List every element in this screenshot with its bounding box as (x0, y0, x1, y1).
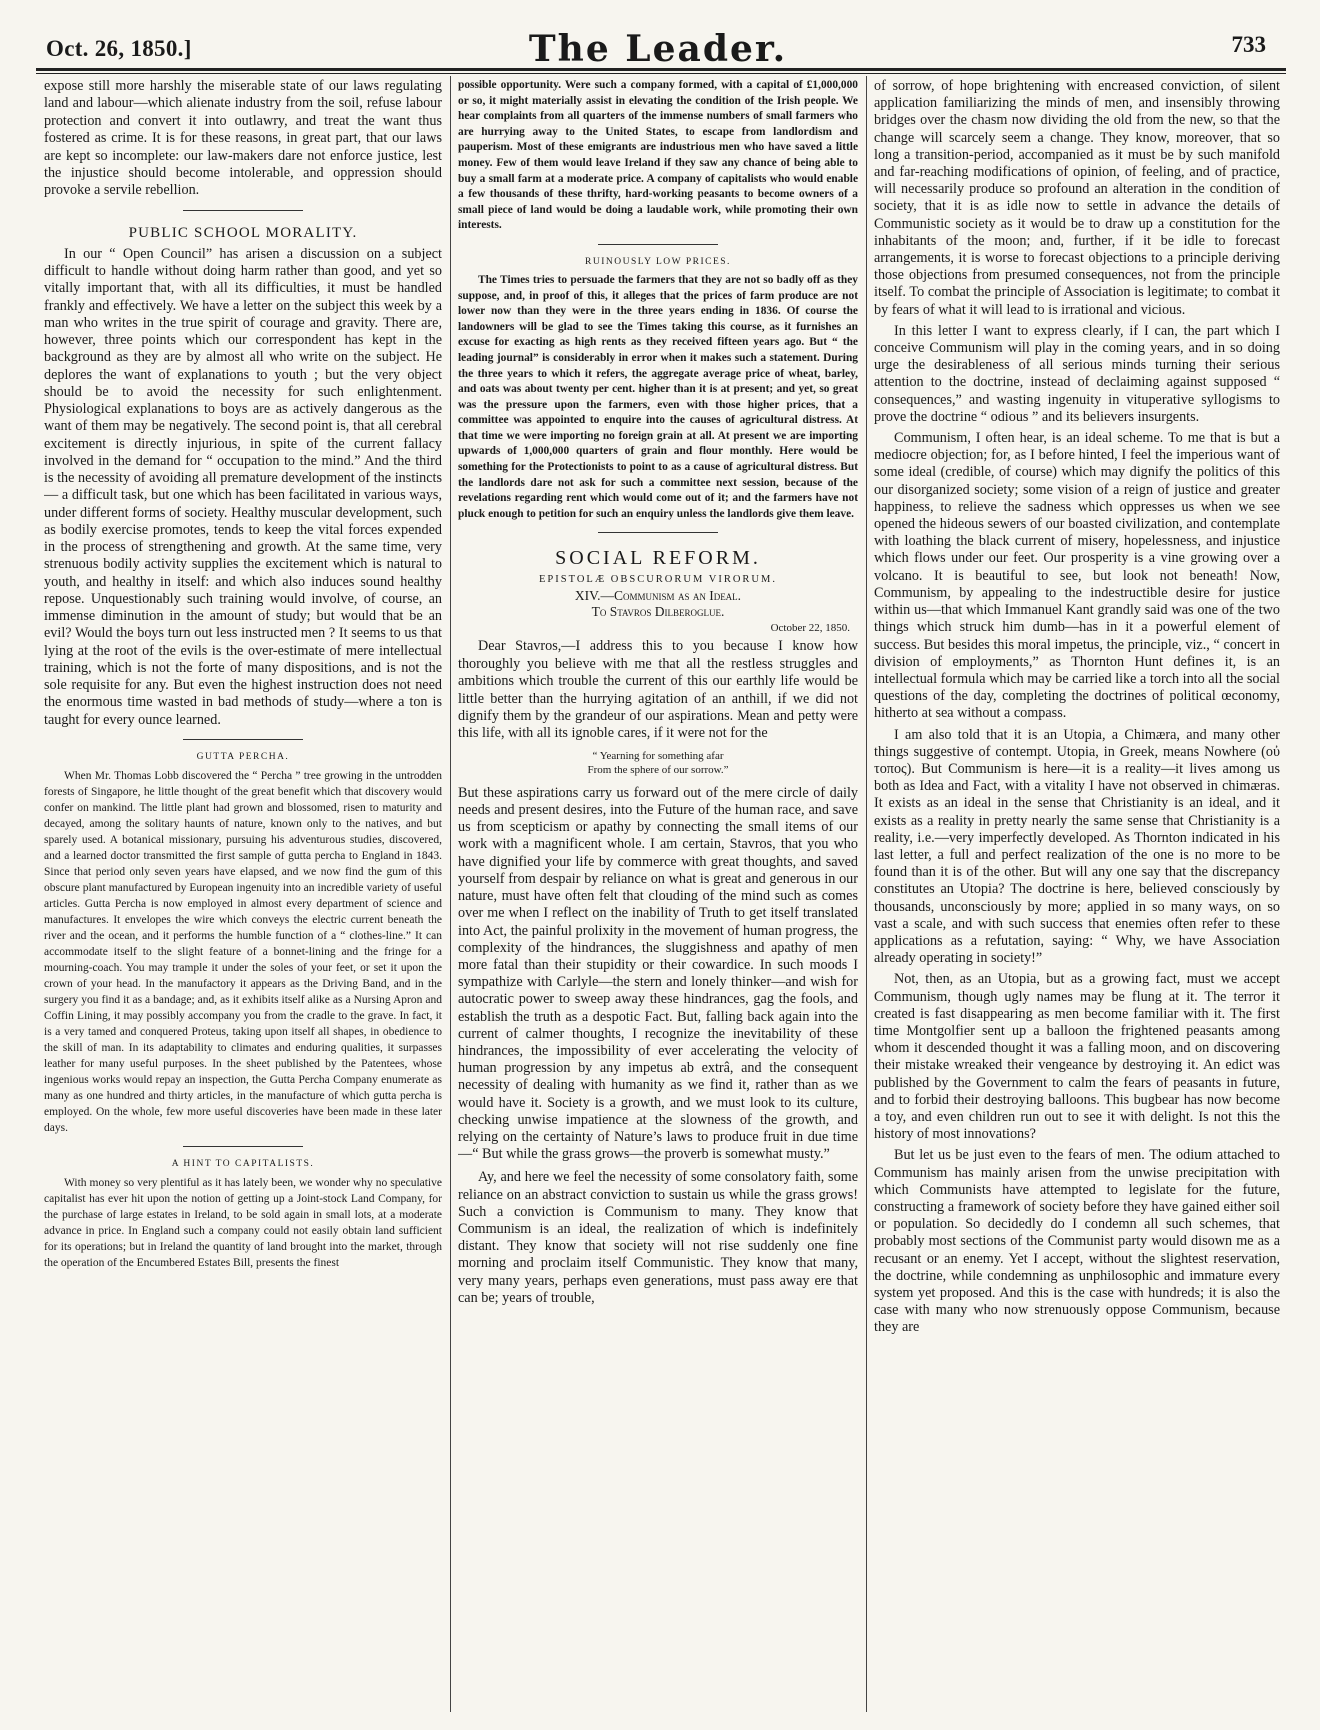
section-heading-gutta-percha: GUTTA PERCHA. (196, 751, 290, 762)
column-1 (44, 78, 442, 1710)
letter-paragraph: In this letter I want to express clearly, if I can, the part which I conceive Communism will play in the coming years, and in so doing urge the desirableness of all serious minds turning their serious attention to the doctrine, instead of declaiming against supposed “ consequences,” and wasting ingenuity in vituperative syllogisms to prove the doctrine “ odious ” and its believers insurgents. (874, 322, 1280, 425)
epigraph: EPISTOLÆ OBSCURORUM VIRORUM. (539, 574, 777, 586)
column-divider-2 (866, 76, 867, 1712)
letter-paragraph: I am also told that it is an Utopia, a Chimæra, and many other things suggestive of contempt. Utopia, in Greek, means Nowhere (οὐ τοπος). But Communism is here—it is a reality—it lives among us both as Idea and Fact, with a vitality I have not observed in chimæras. It exists as an ideal in the sense that Christianity is an ideal, and it exists as a reality in pretty nearly the same sense that Christianity is a reality, i.e.—very imperfectly developed. As Thornton indicated in his last letter, a full and perfect realization of the one is no more to be found than it is of the other. But will any one say that the discrepancy constitutes an Utopia? The doctrine is here, believed consciously by thousands, unconsciously by more; applied in so many ways, on so vast a scale, and with such success that enemies often refer to these applications as a refutation, saying: “ Why, we have Association already operating in society!” (874, 726, 1280, 967)
column-divider-1 (450, 76, 451, 1712)
quoted-verse (458, 749, 858, 777)
letter-number: XIV.—Communism as an Ideal. (574, 588, 742, 604)
letter-date: October 22, 1850. (770, 622, 850, 635)
quote-line-2: From the sphere of our sorrow.” (587, 763, 729, 776)
letter-recipient: To Stavros Dilberoglue. (591, 604, 725, 620)
letter-paragraph: But these aspirations carry us forward out of the mere circle of daily needs and present desires, into the Future of the human race, and save us from scepticism or apathy by connecting the small items of our work with a magnificent whole. I am certain, Stavros, that you who have dignified your life by commerce with great thoughts, and saved yourself from despair by reliance on what is great and generous in our nature, must have often felt that clouding of the mind such as comes over me when I reflect on the inability of Truth to get itself translated into Act, the painful prolixity in the movement of human progress, the complexity of the hindrances, the sluggishness and apathy of men more fatal than their stupidity or their cowardice. In such moods I sympathize with Carlyle—the stern and lonely thinker—and wish for autocratic power to sweep away these hindrances, gag the fools, and establish the truth as a despotic Fact. But, falling back again into the current of calmer thoughts, I recognize the inevitability of these hindrances, the impossibility of ever accelerating the velocity of human progression by any impetus ab extrâ, and the consequent necessity of dealing with humanity as we find it, rather than as we would have it. Society is a growth, and we must look to its culture, checking unwise impatience at the slowness of the growth, and relying on the certainty of Nature’s laws to produce fruit in due time—“ But while the grass grows—the proverb is somewhat musty.” (458, 784, 858, 1163)
letter-paragraph: Communism, I often hear, is an ideal scheme. To me that is but a mediocre objection; for, as I before hinted, I feel the imperious want of some ideal (credible, of course) which may dignify the politics of this our disorganized society; some vision of a reign of justice and greater happiness, to relieve the sadness which oppresses us when we see opened the hideous sewers of our boasted civilization, and contemplate with loathing the black current of misery, hopelessness, and injustice which flows under our feet. Our prosperity is a vine growing over a volcano. It is beautiful to see, but look not beneath! Now, Communism, by appealing to the indestructible desire for justice within us—that which Immanuel Kant grandly said was one of the two things which struck him dumb—has in it a powerful element of success. But besides this moral impetus, the principle, viz., “ concert in division of employments,” as Thornton Hunt defines it, is an intellectual formula which may be carried like a torch into all the social questions of the day, completing the doctrines of political œconomy, hitherto at sea without a compass. (874, 430, 1280, 722)
letter-paragraph: of sorrow, of hope brightening with encreased conviction, of silent application familiarizing the minds of men, and insensibly throwing bridges over the chasm now dividing the old from the new, so that the change will scarcely seem a change. They know, moreover, that so long a transition-period, accompanied as it must be by such manifold and far-reaching modifications of opinion, of feeling, and of practice, will necessarily produce so profound an alteration in the condition of society, that it is as idle now to settle in advance the details of Communistic society as it would be to draw up a constitution for the inhabitants of the moon; and, further, if it be idle to forecast arrangements, it is worse to forecast objections to a principle deriving those objections from presumed consequences, not from the principle itself. To combat the principle of Association is legitimate; to combat it by fears of what it will lead to is irrational and vicious. (874, 78, 1280, 318)
section-rule (598, 532, 718, 533)
header-rule (36, 68, 1286, 71)
letter-paragraph: Not, then, as an Utopia, but as a growing fact, must we accept Communism, though ugly names may be flung at it. The terror it created is fast disappearing as men become familiar with it. The first time Montgolfier sent up a balloon the frightened peasants among whom it descended thought it was a falling moon, and on discovering their mistake wreaked their vengeance by destroying it. An edict was published by the Government to calm the fears of peasants in future, and to forbid their destroying balloons. This bugbear has now become a toy, and even children run out to see it with delight. Is not this the history of most innovations? (874, 971, 1280, 1143)
column-2 (458, 78, 858, 1710)
quote-line-1: “ Yearning for something afar (592, 749, 724, 762)
intro-paragraph: expose still more harshly the miserable state of our laws regulating land and labour—which alienate industry from the soil, refuse labour protection and convert it into outlawry, and treat the want thus fostered as crime. It is for these reasons, in great part, that our laws are kept so incomplete: our law-makers dare not enforce justice, lest the injustice should become intolerable, and oppression should provoke a servile rebellion. (44, 78, 442, 199)
issue-date: Oct. 26, 1850.] (46, 36, 192, 61)
column-3 (874, 78, 1280, 1710)
letter-paragraph: Ay, and here we feel the necessity of some consolatory faith, some reliance on an abstract conviction to sustain us while the grass grows! Such a conviction is Communism to many. They know that Communism is an ideal, the realization of which is indefinitely distant. They know that society will not rise suddenly one fine morning and proclaim itself Communistic. They know that many, very many years, perhaps even generations, must pass away ere that can be; years of trouble, (458, 1169, 858, 1306)
section-rule (183, 739, 303, 740)
article-paragraph: The Times tries to persuade the farmers that they are not so badly off as they suppose, and, in proof of this, it alleges that the prices of farm produce are not lower now than they were in the three years ending in 1836. Of course the landowners will be glad to see the Times taking this course, as it furnishes an excuse for exacting as high rents as they received fifteen years ago. But “ the leading journal” is considerably in error when it makes such a statement. During the three years to which it refers, the aggregate average price of wheat, barley, and oats was about twenty per cent. higher than it is at present; and yet, so great was the pressure upon the farmers, even with those higher prices, that a committee was appointed to enquire into the causes of agricultural distress. At that time we were importing no foreign grain at all. At present we are importing upwards of 1,000,000 quarters of grain and flour monthly. Here would be something for the Protectionists to point to as a cause of agricultural distress. But the landlords dare not ask for such a committee next session, because of the revelations regarding rent which would come out of it; and the farmers have not pluck enough to petition for such an enquiry unless the landlords give them leave. (458, 273, 858, 520)
newspaper-title: The Leader. (528, 28, 788, 70)
section-rule (183, 210, 303, 211)
section-rule (183, 1146, 303, 1147)
article-paragraph: With money so very plentiful as it has lately been, we wonder why no speculative capitalist has ever hit upon the notion of getting up a Joint-stock Land Company, for the purchase of large estates in Ireland, to be sold again in small lots, at a moderate advance in price. In England such a company could not easily obtain land sufficient for its operations; but in Ireland the quantity of land brought into the market, through the operation of the Encumbered Estates Bill, presents the finest (44, 1176, 442, 1269)
page-number: 733 (1231, 32, 1266, 57)
article-paragraph: In our “ Open Council” has arisen a discussion on a subject difficult to handle without doing harm rather than good, and yet so vitally important that, with all its difficulties, it must be handled frankly and effectively. We have a letter on the subject this week by a man who writes in the true spirit of courage and gravity. There are, however, three points which our correspondent has kept in the background as they are by almost all who write on the subject. He deplores the want of explanations to youth ; but the very object should be to avoid the necessity for such enlightenment. Physiological explanations to boys are as actively dangerous as the want of them may be negatively. The second point is, that all cerebral excitement is directly injurious, in spite of the current fallacy involved in the demand for “ occupation to the mind.” And the third is the necessity of avoiding all premature development of the instincts — a difficult task, but one which has been facilitated in various ways, under different forms of society. Healthy muscular development, such as bodily exercise promotes, tends to keep the vital forces expended in the process of strengthening and growth. At the same time, very strenuous bodily activity supplies the excitement which is natural to youth, and healthy in itself: and which also induces sound healthy repose. Unquestionably such training would involve, of course, an immense diminution in the amount of study; but would that be an evil? Would the boys turn out less instructed men ? It seems to us that lying at the root of the evils is the over-estimate of mere intellectual training, which is not the forte of many dispositions, and is not the sole requisite for any. But even the highest instruction does not need the enormous time wasted in bad methods of study—where a ton is taught for every ounce learned. (44, 245, 442, 728)
masthead (38, 28, 1278, 70)
header-rule-thin (36, 73, 1286, 74)
article-paragraph: When Mr. Thomas Lobb discovered the “ Percha ” tree growing in the untrodden forests of Singapore, he little thought of the great benefit which that discovery would confer on mankind. The little plant had grown and blossomed, risen to maturity and decayed, among the solitary haunts of nature, known only to the natives, and but sparely used. A botanical missionary, pursuing his adventurous studies, discovered, and a learned doctor transmitted the first sample of gutta percha to England in 1843. Since that period only seven years have elapsed, and we now find the gum of this obscure plant manufactured by European ingenuity into an incredible variety of useful articles. Gutta Percha is now employed in almost every department of science and manufactures. It envelopes the wire which conveys the electric current beneath the river and the ocean, and it performs the humble function of a “ clothes-line.” It can accommodate itself to the slight feature of a bonnet-lining and the fringe for a mourning-coach. You may trample it under the soles of your feet, or set it upon the crown of your head. In the manufactory it appears as the Driving Band, and in the surgery you find it as a bandage; and, as it exhibits itself alike as a Nursing Apron and Coffin Lining, it may possibly accompany you from the cradle to the grave. In fact, it is a very tamed and conquered Proteus, taking upon itself all shapes, in obedience to the skill of man. In its adaptability to climates and enduring qualities, it surpasses leather for many useful purposes. In the sheet published by the Patentees, whose ingenious works would repay an inspection, the Gutta Percha Company enumerate as many as one hundred and thirty articles, in the manufacture of which gutta percha is employed. On the whole, few more useful discoveries have been made in these later days. (44, 769, 442, 1134)
section-heading-social-reform: SOCIAL REFORM. (555, 547, 761, 570)
letter-paragraph: But let us be just even to the fears of men. The odium attached to Communism has mainly arisen from the unwise precipitation with which Communists have attempted to legislate for the future, constructing a framework of society before they have gained either soil or population. So decidedly do I condemn all such schemes, that probably most sections of the Communist party would disown me as a recusant or an enemy. Yet I accept, without the slightest reservation, the doctrine, while condemning as unphilosophic and immature every system yet proposed. And this is the case with hundreds; it is also the case with many who now strenuously oppose Communism, because they are (874, 1147, 1280, 1336)
section-heading-hint-to-capitalists: A HINT TO CAPITALISTS. (171, 1158, 315, 1169)
section-heading-public-school-morality: PUBLIC SCHOOL MORALITY. (128, 224, 358, 241)
article-paragraph: possible opportunity. Were such a company formed, with a capital of £1,000,000 or so, it might materially assist in elevating the condition of the Irish people. We hear complaints from all quarters of the immense numbers of small farmers who are hurrying away to the United States, to escape from landlordism and pauperism. Most of these emigrants are industrious men who have saved a little money. Few of them would leave Ireland if they saw any chance of being able to buy a small farm at a moderate price. A company of capitalists who would enable a few thousands of these thrifty, hard-working peasants to become owners of a small piece of land would be doing a laudable work, while promoting their own interests. (458, 79, 858, 232)
letter-paragraph: Dear Stavros,—I address this to you because I know how thoroughly you believe with me that all the restless struggles and ambitions which trouble the current of this our earthly life would be little better than the hurrying agitation of an anthill, if we did not dignify them by the grandeur of our aspirations. Mean and petty were this life, with all its ignoble cares, if it were not for the (458, 638, 858, 742)
section-rule (598, 244, 718, 245)
section-heading-ruinously-low-prices: RUINOUSLY LOW PRICES. (585, 256, 731, 267)
